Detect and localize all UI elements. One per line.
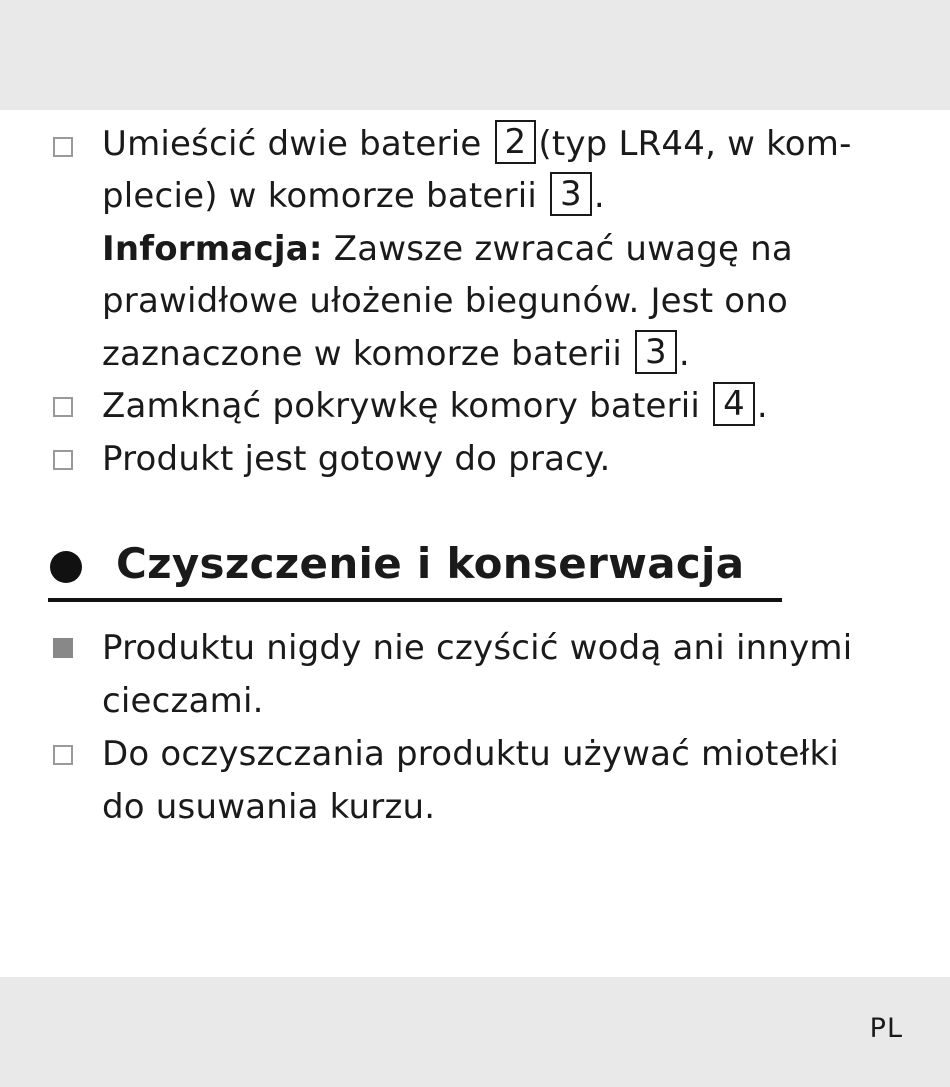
section-heading <box>48 538 782 602</box>
language-label: PL <box>869 1013 903 1044</box>
step-text: Do oczyszczania produktu używać miotełki do usuwania kurzu. <box>102 734 840 827</box>
step-text: Zamknąć pokrywkę komory baterii <box>102 386 712 426</box>
part-ref-3b: 3 <box>635 330 677 374</box>
step-text-line2: plecie) w komorze baterii <box>102 176 548 216</box>
list-item <box>0 433 950 486</box>
part-ref-3: 3 <box>550 172 592 216</box>
note-text-line1: Zawsze zwracać uwagę na <box>322 229 793 269</box>
list-item <box>0 380 950 433</box>
warning-square-icon <box>53 638 73 658</box>
part-ref-2: 2 <box>495 120 537 164</box>
note-label: Informacja: <box>102 229 323 269</box>
part-ref-4: 4 <box>713 382 755 426</box>
step-text: Produkt jest gotowy do pracy. <box>102 439 611 479</box>
list-item <box>0 622 950 728</box>
section-title: Czyszczenie i konserwacja <box>116 539 745 588</box>
footer-band <box>0 977 950 1087</box>
step-text-cont: (typ LR44, w kom- <box>538 124 852 164</box>
steps-list <box>0 118 950 486</box>
header-band <box>0 0 950 110</box>
bullet-icon <box>50 551 82 583</box>
note-text-line3: zaznaczone w komorze baterii <box>102 334 634 374</box>
list-item <box>0 118 950 380</box>
checkbox-icon <box>53 745 73 765</box>
note-text-line2: prawidłowe ułożenie biegunów. Jest ono <box>102 281 789 321</box>
checkbox-icon <box>53 450 73 470</box>
checkbox-icon <box>53 397 73 417</box>
period: . <box>678 334 690 374</box>
period: . <box>593 176 605 216</box>
list-item <box>0 728 950 834</box>
cleaning-list <box>0 622 950 834</box>
period: . <box>756 386 768 426</box>
step-text: Umieścić dwie baterie <box>102 124 493 164</box>
warning-text: Produktu nigdy nie czyścić wodą ani innymi cieczami. <box>102 628 853 721</box>
checkbox-icon <box>53 137 73 157</box>
